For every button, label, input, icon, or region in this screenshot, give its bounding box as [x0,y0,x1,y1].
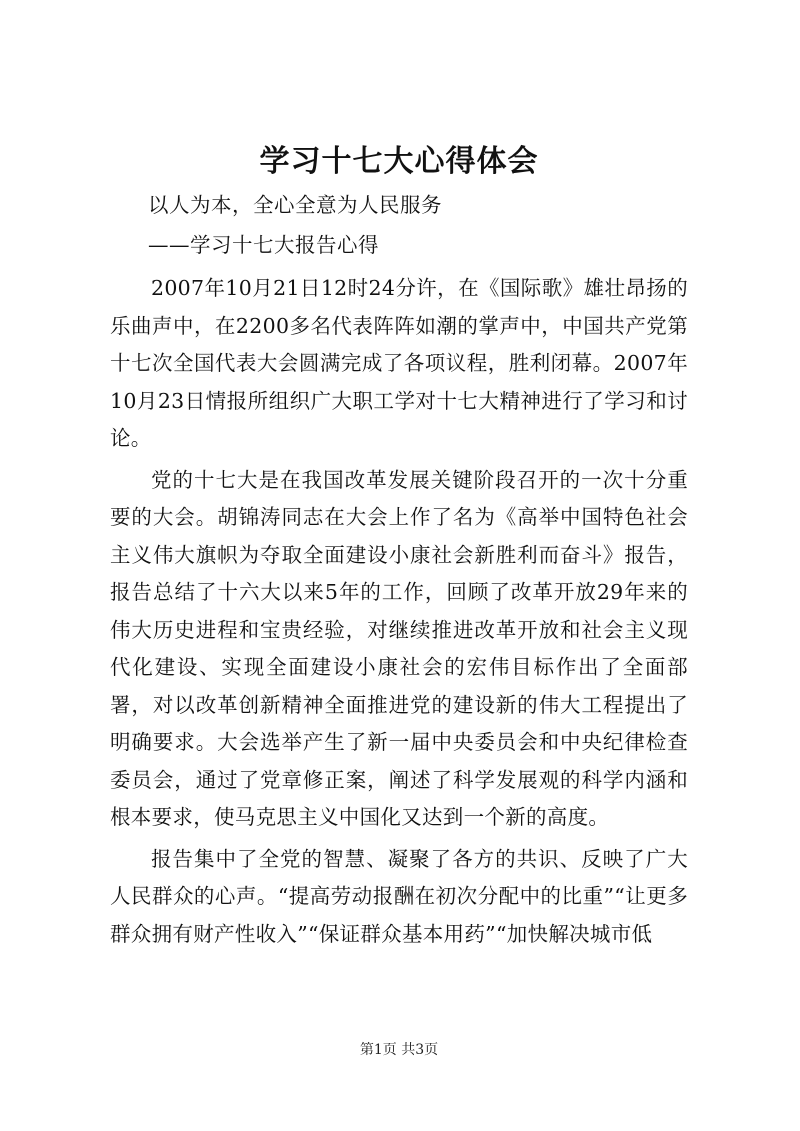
document-body [110,270,688,953]
document-title: 学习十七大心得体会 [259,144,539,179]
page-footer: 第1页 共3页 [359,1042,439,1058]
document-page [110,0,688,1131]
document-subheading: ——学习十七大报告心得 [148,233,379,257]
document-subtitle: 以人为本，全心全意为人民服务 [148,193,442,217]
paragraph-3: 报告集中了全党的智慧、凝聚了各方的共识、反映了广大人民群众的心声。“提高劳动报酬在初次分配中的比重”“让更多群众拥有财产性收入”“保证群众基本用药”“加快解决城市低 [110,846,688,946]
paragraph-1: 2007年10月21日12时24分许，在《国际歌》雄壮昂扬的乐曲声中，在2200多名代表阵阵如潮的掌声中，中国共产党第十七次全国代表大会圆满完成了各项议程，胜利闭幕。2007年10月23日情报所组织广大职工学对十七大精神进行了学习和讨论。 [110,276,688,450]
paragraph-2: 党的十七大是在我国改革发展关键阶段召开的一次十分重要的大会。胡锦涛同志在大会上作了名为《高举中国特色社会主义伟大旗帜为夺取全面建设小康社会新胜利而奋斗》报告，报告总结了十六大以来5年的工作，回顾了改革开放29年来的伟大历史进程和宝贵经验，对继续推进改革开放和社会主义现代化建设、实现全面建设小康社会的宏伟目标作出了全面部署，对以改革创新精神全面推进党的建设新的伟大工程提出了明确要求。大会选举产生了新一届中央委员会和中央纪律检查委员会，通过了党章修正案，阐述了科学发展观的科学内涵和根本要求，使马克思主义中国化又达到一个新的高度。 [110,467,688,829]
